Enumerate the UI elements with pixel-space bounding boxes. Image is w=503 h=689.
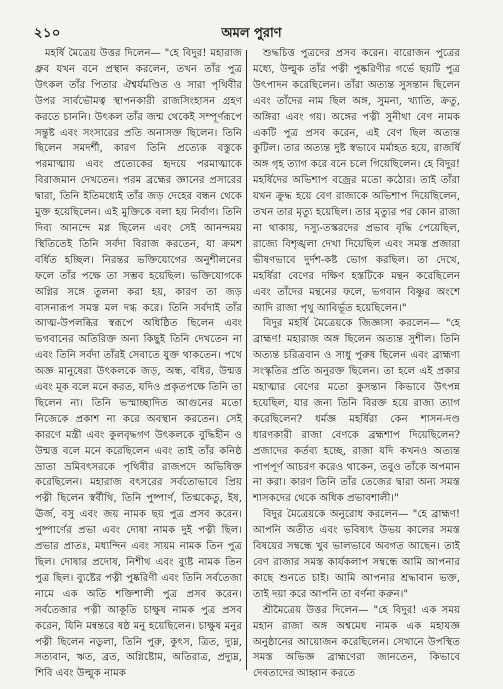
paragraph: শ্রীমৈত্রেয় উত্তর দিলেন— "হে বিদুর! এক সময় মহান রাজা অঙ্গ অশ্বমেধ নামক এক মহাযজ্ঞ অনুষ্ঠানের আয়োজন করেছিলেন। সেখানে উপস্থিত সমস্ত অভিজ্ঞ ব্রাহ্মণেরা জানতেন, কিভাবে দেবতাদের আহ্বান করতে xyxy=(253,604,460,680)
column-divider xyxy=(246,50,247,670)
paragraph: বিদুর মৈত্রেয়কে অনুরোধ করলেন— "হে ব্রাহ্মণ! আপনি অতীত এবং ভবিষ্যৎ উভয় কালের সমস্ত বিষয়ের সম্বন্ধে খুব ভালভাবে অবগত আছেন। তাই বেণ রাজার সমস্ত কার্যকলাপ সম্বন্ধে আমি আপনার কাছে শুনতে চাই। আমি আপনার শ্রদ্ধাবান ভক্ত, তাই দয়া করে আপনি তা বর্ণনা করুন।" xyxy=(253,509,460,600)
right-column xyxy=(253,46,460,680)
page-number: ২১০ xyxy=(34,26,61,41)
paragraph: শুদ্ধচিত্ত পুত্রদের প্রসব করেন। বারোজন পুত্রের মধ্যে, উল্মুক তাঁর পত্নী পুষ্করিণীর গর্ভে ছয়টি পুত্র উৎপাদন করেছিলেন। তাঁরা অত্যন্ত সুসন্তান ছিলেন এবং তাঁদের নাম ছিল অঙ্গ, সুমনা, খ্যাতি, ক্রতু, অঙ্গিরা এবং গয়। অঙ্গের পত্নী সুনীথা বেণ নামক একটি পুত্র প্রসব করেন, এই বেণ ছিল অত্যন্ত কুটিল। তার অত্যন্ত দুষ্ট স্বভাবে মর্মাহত হয়ে, রাজর্ষি অঙ্গ গৃহ ত্যাগ করে বনে চলে গিয়েছিলেন। হে বিদুর! মহর্ষিদের অভিশাপ বজ্রের মতো কঠোর। তাই তাঁরা যখন ক্রুদ্ধ হয়ে বেণ রাজাকে অভিশাপ দিয়েছিলেন, তখন তার মৃত্যু হয়েছিল। তার মৃত্যুর পর কোন রাজা না থাকায়, দস্যু-তস্করদের প্রভাব বৃদ্ধি পেয়েছিল, রাজ্যে বিশৃঙ্খলা দেখা দিয়েছিল এবং সমস্ত প্রজারা ভীষণভাবে দুর্দশ-কষ্ট ভোগ করছিল। তা দেখে, মহর্ষিরা বেণের দক্ষিণ হস্তটিকে মন্থন করেছিলেন এবং তাঁদের মন্থনের ফলে, ভগবান বিষ্ণুর অংশে আদি রাজা পৃথু আবির্ভূত হয়েছিলেন।" xyxy=(253,48,460,314)
running-title: অমল পুরাণ xyxy=(221,26,282,41)
paragraph: বিদুর মহর্ষি মৈত্রেয়কে জিজ্ঞাসা করলেন— "হে ব্রাহ্মণ! মহারাজ অঙ্গ ছিলেন অত্যন্ত সুশীল। তিনি অত্যন্ত চরিত্রবান ও সাধু পুরুষ ছিলেন এবং ব্রাহ্মণ্য সংস্কৃতির প্রতি অনুরক্ত ছিলেন। তা হলে এই প্রকার মহাত্মার বেণের মতো কুসন্তান কিভাবে উৎপন্ন হয়েছিল, যার জন্য তিনি বিরক্ত হয়ে রাজ্য ত্যাগ করেছিলেন? ধর্মজ্ঞ মহর্ষিরা কেন শাসন-দণ্ড ধারণকারী রাজা বেণকে ব্রহ্মশাপ দিয়েছিলেন? প্রজাদের কর্তব্য হচ্ছে, রাজা যদি কখনও অত্যন্ত পাপপূর্ণ আচরণ করেও থাকেন, তবুও তাঁকে অপমান না করা। কারণ তিনি তাঁর তেজের দ্বারা অন্য সমস্ত শাসকদের থেকে অধিক প্রভাবশালী।" xyxy=(253,318,460,505)
page-header xyxy=(0,0,503,46)
left-column xyxy=(35,46,242,680)
paragraph: মহর্ষি মৈত্রেয় উত্তর দিলেন— "হে বিদুর! মহারাজ ধ্রুব যখন বনে প্রস্থান করলেন, তখন তাঁর পুত্র উৎকল তাঁর পিতার ঐশ্বর্যমণ্ডিত ও সারা পৃথিবীর উপর সার্বভৌমত্ব স্থাপনকারী রাজসিংহাসন গ্রহণ করতে চাননি। উৎকল তাঁর জন্ম থেকেই সম্পূর্ণরূপে সন্তুষ্ট এবং সংসারের প্রতি অনাসক্ত ছিলেন। তিনি ছিলেন সমদর্শী, কারণ তিনি প্রত্যেক বস্তুকে পরমাত্মায় এবং প্রত্যেকের হৃদয়ে পরমাত্মাকে বিরাজমান দেখতেন। পরম ব্রহ্মের জ্ঞানের প্রসারের দ্বারা, তিনি ইতিমধ্যেই তাঁর জড় দেহের বন্ধন থেকে মুক্ত হয়েছিলেন। এই মুক্তিকে বলা হয় নির্বাণ। তিনি দিব্য আনন্দে মগ্ন ছিলেন এবং সেই আনন্দময় স্থিতিতেই তিনি সর্বদা বিরাজ করতেন, যা ক্রমশ বর্ধিত হচ্ছিল। নিরন্তর ভক্তিযোগের অনুশীলনের ফলে তাঁর পক্ষে তা সম্ভব হয়েছিল। ভক্তিযোগকে অগ্নির সঙ্গে তুলনা করা হয়, কারণ তা জড় বাসনারূপ সমস্ত মল দগ্ধ করে। তিনি সর্বদাই তাঁর আত্ম-উপলব্ধির স্বরূপে অধিষ্ঠিত ছিলেন এবং ভগবানের অতিরিক্ত অন্য কিছুই তিনি দেখতেন না এবং তিনি সর্বদা তাঁরই সেবাতে যুক্ত থাকতেন। পথে অজ্ঞ মানুষেরা উৎকলকে জড়, অন্ধ, বধির, উন্মত্ত এবং মূক বলে মনে করত, যদিও প্রকৃতপক্ষে তিনি তা ছিলেন না। তিনি ভস্মাচ্ছাদিত আগুনের মতো নিজেকে প্রকাশ না করে অবস্থান করতেন। সেই কারণে মন্ত্রী এবং কুলবৃদ্ধগণ উৎকলকে বুদ্ধিহীন ও উন্মত্ত বলে মনে করেছিলেন এবং তাই তাঁর কনিষ্ঠ ভ্রাতা ভ্রমিবৎসরকে পৃথিবীর রাজপদে অভিষিক্ত করেছিলেন। মহারাজ বৎসরের সর্বতোভাবে প্রিয় পত্নী ছিলেন স্বর্বীথি, তিনি পুষ্পার্ণ, তিগ্মকেতু, ইষ, ঊর্জ, বসু এবং জয় নামক ছয় পুত্র প্রসব করেন। পুষ্পার্ণের প্রভা এবং দোষা নামক দুই পত্নী ছিল। প্রভার প্রাতঃ, মধ্যন্দিন এবং সায়ম নামক তিন পুত্র ছিল। দোষার প্রদোষ, নিশীথ এবং ব্যুষ্ট নামক তিন পুত্র ছিল। ব্যুষ্টের পত্নী পুষ্করিণী এবং তিনি সর্বতেজা নামে এক অতি শক্তিশালী পুত্র প্রসব করেন। সর্বতেজার পত্নী আকূতি চাক্ষুষ নামক পুত্র প্রসব করেন, যিনি মন্বন্তরে ষষ্ঠ মনু হয়েছিলেন। চাক্ষুষ মনুর পত্নী ছিলেন নড্বলা, তিনি পুরু, কুৎস, ত্রিত, দ্যুম্ন, সত্যবান, ঋত, ব্রত, অগ্নিষ্টোম, অতিরাত্র, প্রদ্যুম্ন, শিবি এবং উল্মুক নামক xyxy=(35,48,242,680)
